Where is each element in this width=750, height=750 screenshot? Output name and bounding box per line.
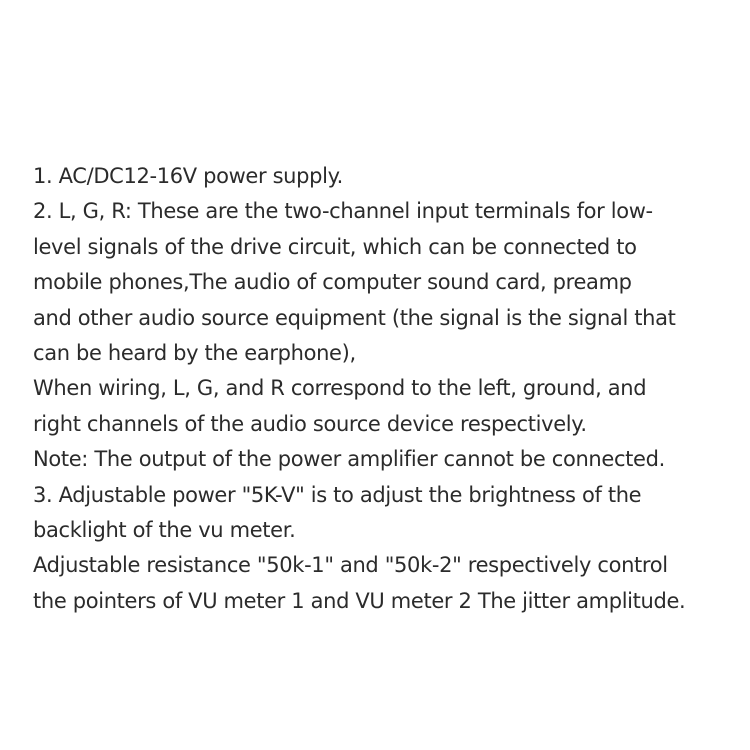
text-line-5: and other audio source equipment (the signal is the signal that: [33, 305, 676, 330]
instructions-text: [33, 159, 733, 619]
text-line-8: right channels of the audio source device respectively.: [33, 411, 587, 436]
text-line-4: mobile phones,The audio of computer sound card, preamp: [33, 270, 632, 295]
text-line-6: can be heard by the earphone),: [33, 340, 356, 365]
text-line-13: the pointers of VU meter 1 and VU meter 2 The jitter amplitude.: [33, 588, 686, 613]
text-line-3: level signals of the drive circuit, which can be connected to: [33, 234, 637, 259]
text-line-7: When wiring, L, G, and R correspond to the left, ground, and: [33, 376, 647, 401]
text-line-10: 3. Adjustable power "5K-V" is to adjust the brightness of the: [33, 482, 642, 507]
text-line-9: Note: The output of the power amplifier cannot be connected.: [33, 447, 665, 472]
text-line-1: 1. AC/DC12-16V power supply.: [33, 164, 343, 188]
text-line-11: backlight of the vu meter.: [33, 517, 296, 542]
text-line-2: 2. L, G, R: These are the two-channel input terminals for low-: [33, 199, 653, 224]
text-line-12: Adjustable resistance "50k-1" and "50k-2" respectively control: [33, 553, 668, 578]
